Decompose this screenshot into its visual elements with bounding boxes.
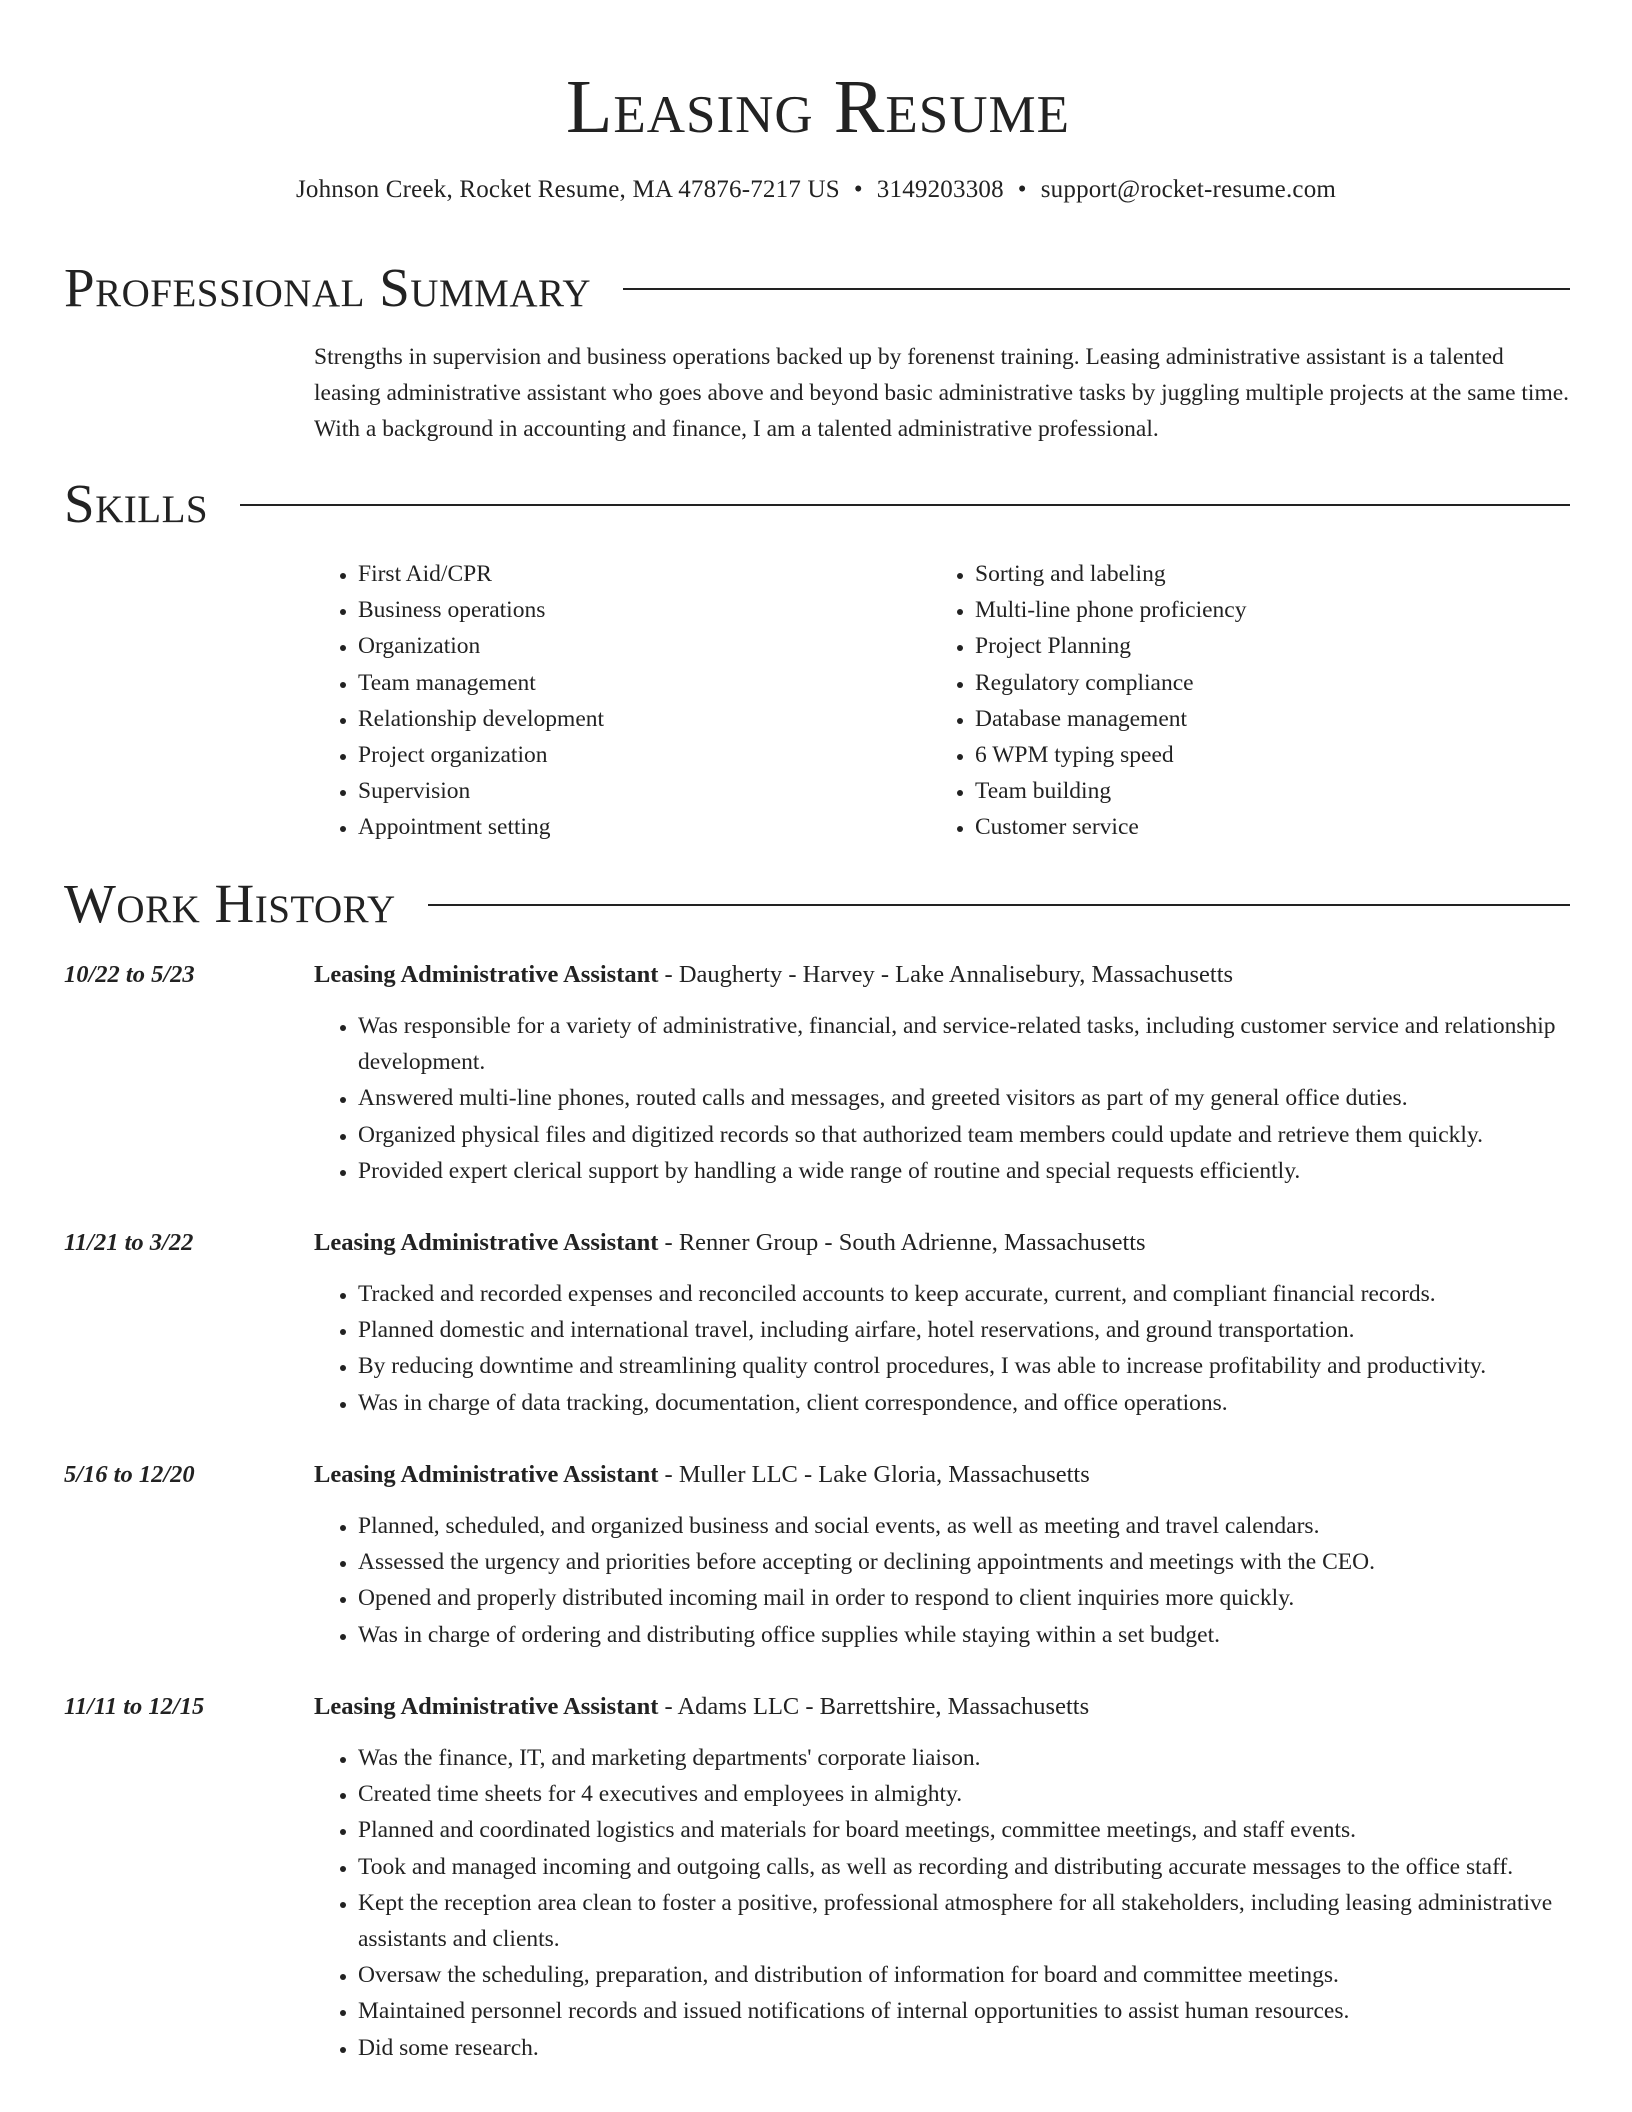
skills-column-left xyxy=(314,556,931,846)
work-bullet: • Planned and coordinated logistics and materials for board meetings, committee meetings, and staff events. xyxy=(358,1812,1574,1848)
work-entry-dates: 11/21 to 3/22 xyxy=(64,1229,194,1256)
work-entry-company: - Renner Group - South Adrienne, Massachusetts xyxy=(658,1229,1146,1256)
summary-text: Strengths in supervision and business operations backed up by forenenst training. Leasing administrative assistant is a talented leasing administrative assistant who goes above and beyond basic administrative tasks by juggling multiple projects at the same time. With a background in accounting and finance, I am a talented administrative professional. xyxy=(314,344,1570,442)
work-bullet: • Planned domestic and international travel, including airfare, hotel reservations, and ground transportation. xyxy=(358,1312,1574,1348)
contact-line xyxy=(0,174,1632,206)
work-bullet: • Maintained personnel records and issued notifications of internal opportunities to assist human resources. xyxy=(358,1993,1574,2029)
work-entry-title: Leasing Administrative Assistant xyxy=(314,961,659,988)
skill-item: • Appointment setting xyxy=(358,809,931,845)
skill-item: • Team management xyxy=(358,665,931,701)
work-bullet: • Was in charge of ordering and distributing office supplies while staying within a set budget. xyxy=(358,1617,1574,1653)
work-section-header xyxy=(64,874,1570,934)
work-entry-title-line xyxy=(314,1226,1574,1260)
work-entry-title-line xyxy=(314,958,1574,992)
work-section-title: Work History xyxy=(64,873,396,934)
skills-column-right xyxy=(931,556,1548,846)
work-entry-header xyxy=(64,958,1574,992)
work-entry xyxy=(64,1458,1574,1653)
section-divider xyxy=(623,288,1570,290)
section-divider xyxy=(240,504,1570,506)
work-entry-dates: 11/11 to 12/15 xyxy=(64,1693,205,1720)
work-bullet: • Oversaw the scheduling, preparation, and distribution of information for board and committee meetings. xyxy=(358,1957,1574,1993)
work-entry-company: - Adams LLC - Barrettshire, Massachusetts xyxy=(658,1693,1090,1720)
skill-item: • Project Planning xyxy=(975,628,1548,664)
skill-item: • Team building xyxy=(975,773,1548,809)
skill-item: • Supervision xyxy=(358,773,931,809)
work-entry-header xyxy=(64,1690,1574,1724)
skill-item: • Relationship development xyxy=(358,701,931,737)
work-entry-bullets xyxy=(314,1276,1574,1421)
work-bullet: • Opened and properly distributed incoming mail in order to respond to client inquiries more quickly. xyxy=(358,1580,1574,1616)
skill-item: • Database management xyxy=(975,701,1548,737)
work-entry-title: Leasing Administrative Assistant xyxy=(314,1461,659,1488)
skill-item: • 6 WPM typing speed xyxy=(975,737,1548,773)
contact-phone: 3149203308 xyxy=(876,176,1004,203)
work-entry xyxy=(64,958,1574,1189)
skills-list xyxy=(314,556,1574,846)
work-bullet: • Kept the reception area clean to foster a positive, professional atmosphere for all stakeholders, including leasing administrative assistants and clients. xyxy=(358,1885,1574,1957)
work-entry-bullets xyxy=(314,1008,1574,1189)
work-entry-header xyxy=(64,1458,1574,1492)
contact-address: Johnson Creek, Rocket Resume, MA 47876-7217 US xyxy=(295,176,840,203)
skill-item: • Regulatory compliance xyxy=(975,665,1548,701)
work-entry-bullets xyxy=(314,1508,1574,1653)
skill-item: • Organization xyxy=(358,628,931,664)
skill-item: • Sorting and labeling xyxy=(975,556,1548,592)
work-entry-title-line xyxy=(314,1458,1574,1492)
contact-separator: • xyxy=(853,176,863,203)
work-entry-dates: 10/22 to 5/23 xyxy=(64,961,195,988)
skill-item: • Business operations xyxy=(358,592,931,628)
work-entry-title: Leasing Administrative Assistant xyxy=(314,1229,659,1256)
work-bullet: • Did some research. xyxy=(358,2030,1574,2066)
skill-item: • Multi-line phone proficiency xyxy=(975,592,1548,628)
work-entry xyxy=(64,1690,1574,2066)
work-bullet: • Took and managed incoming and outgoing calls, as well as recording and distributing accurate messages to the office staff. xyxy=(358,1849,1574,1885)
work-entry-bullets xyxy=(314,1740,1574,2066)
work-bullet: • Planned, scheduled, and organized business and social events, as well as meeting and travel calendars. xyxy=(358,1508,1574,1544)
work-entry-company: - Muller LLC - Lake Gloria, Massachusetts xyxy=(658,1461,1090,1488)
summary-section-title: Professional Summary xyxy=(64,257,592,318)
summary-section-header xyxy=(64,258,1570,318)
work-entry-title: Leasing Administrative Assistant xyxy=(314,1693,659,1720)
work-bullet: • Answered multi-line phones, routed calls and messages, and greeted visitors as part of my general office duties. xyxy=(358,1080,1574,1116)
skill-item: • First Aid/CPR xyxy=(358,556,931,592)
work-entry-header xyxy=(64,1226,1574,1260)
work-bullet: • Organized physical files and digitized records so that authorized team members could update and retrieve them quickly. xyxy=(358,1117,1574,1153)
section-divider xyxy=(428,904,1570,906)
work-bullet: • Tracked and recorded expenses and reconciled accounts to keep accurate, current, and compliant financial records. xyxy=(358,1276,1574,1312)
work-entry-dates: 5/16 to 12/20 xyxy=(64,1461,195,1488)
skill-item: • Customer service xyxy=(975,809,1548,845)
work-entry-title-line xyxy=(314,1690,1574,1724)
work-bullet: • Was responsible for a variety of administrative, financial, and service-related tasks, including customer service and relationship development. xyxy=(358,1008,1574,1080)
work-bullet: • Was the finance, IT, and marketing departments' corporate liaison. xyxy=(358,1740,1574,1776)
work-bullet: • Assessed the urgency and priorities before accepting or declining appointments and meetings with the CEO. xyxy=(358,1544,1574,1580)
skill-item: • Project organization xyxy=(358,737,931,773)
work-bullet: • Created time sheets for 4 executives and employees in almighty. xyxy=(358,1776,1574,1812)
work-bullet: • Was in charge of data tracking, documentation, client correspondence, and office operations. xyxy=(358,1385,1574,1421)
work-bullet: • By reducing downtime and streamlining quality control procedures, I was able to increase profitability and productivity. xyxy=(358,1348,1574,1384)
work-entry xyxy=(64,1226,1574,1421)
work-bullet: • Provided expert clerical support by handling a wide range of routine and special requests efficiently. xyxy=(358,1153,1574,1189)
skills-section-title: Skills xyxy=(64,473,209,534)
contact-email: support@rocket-resume.com xyxy=(1040,176,1337,203)
resume-name: Leasing Resume xyxy=(565,65,1071,149)
skills-section-header xyxy=(64,474,1570,534)
work-entry-company: - Daugherty - Harvey - Lake Annalisebury, Massachusetts xyxy=(658,961,1234,988)
contact-separator: • xyxy=(1017,176,1027,203)
